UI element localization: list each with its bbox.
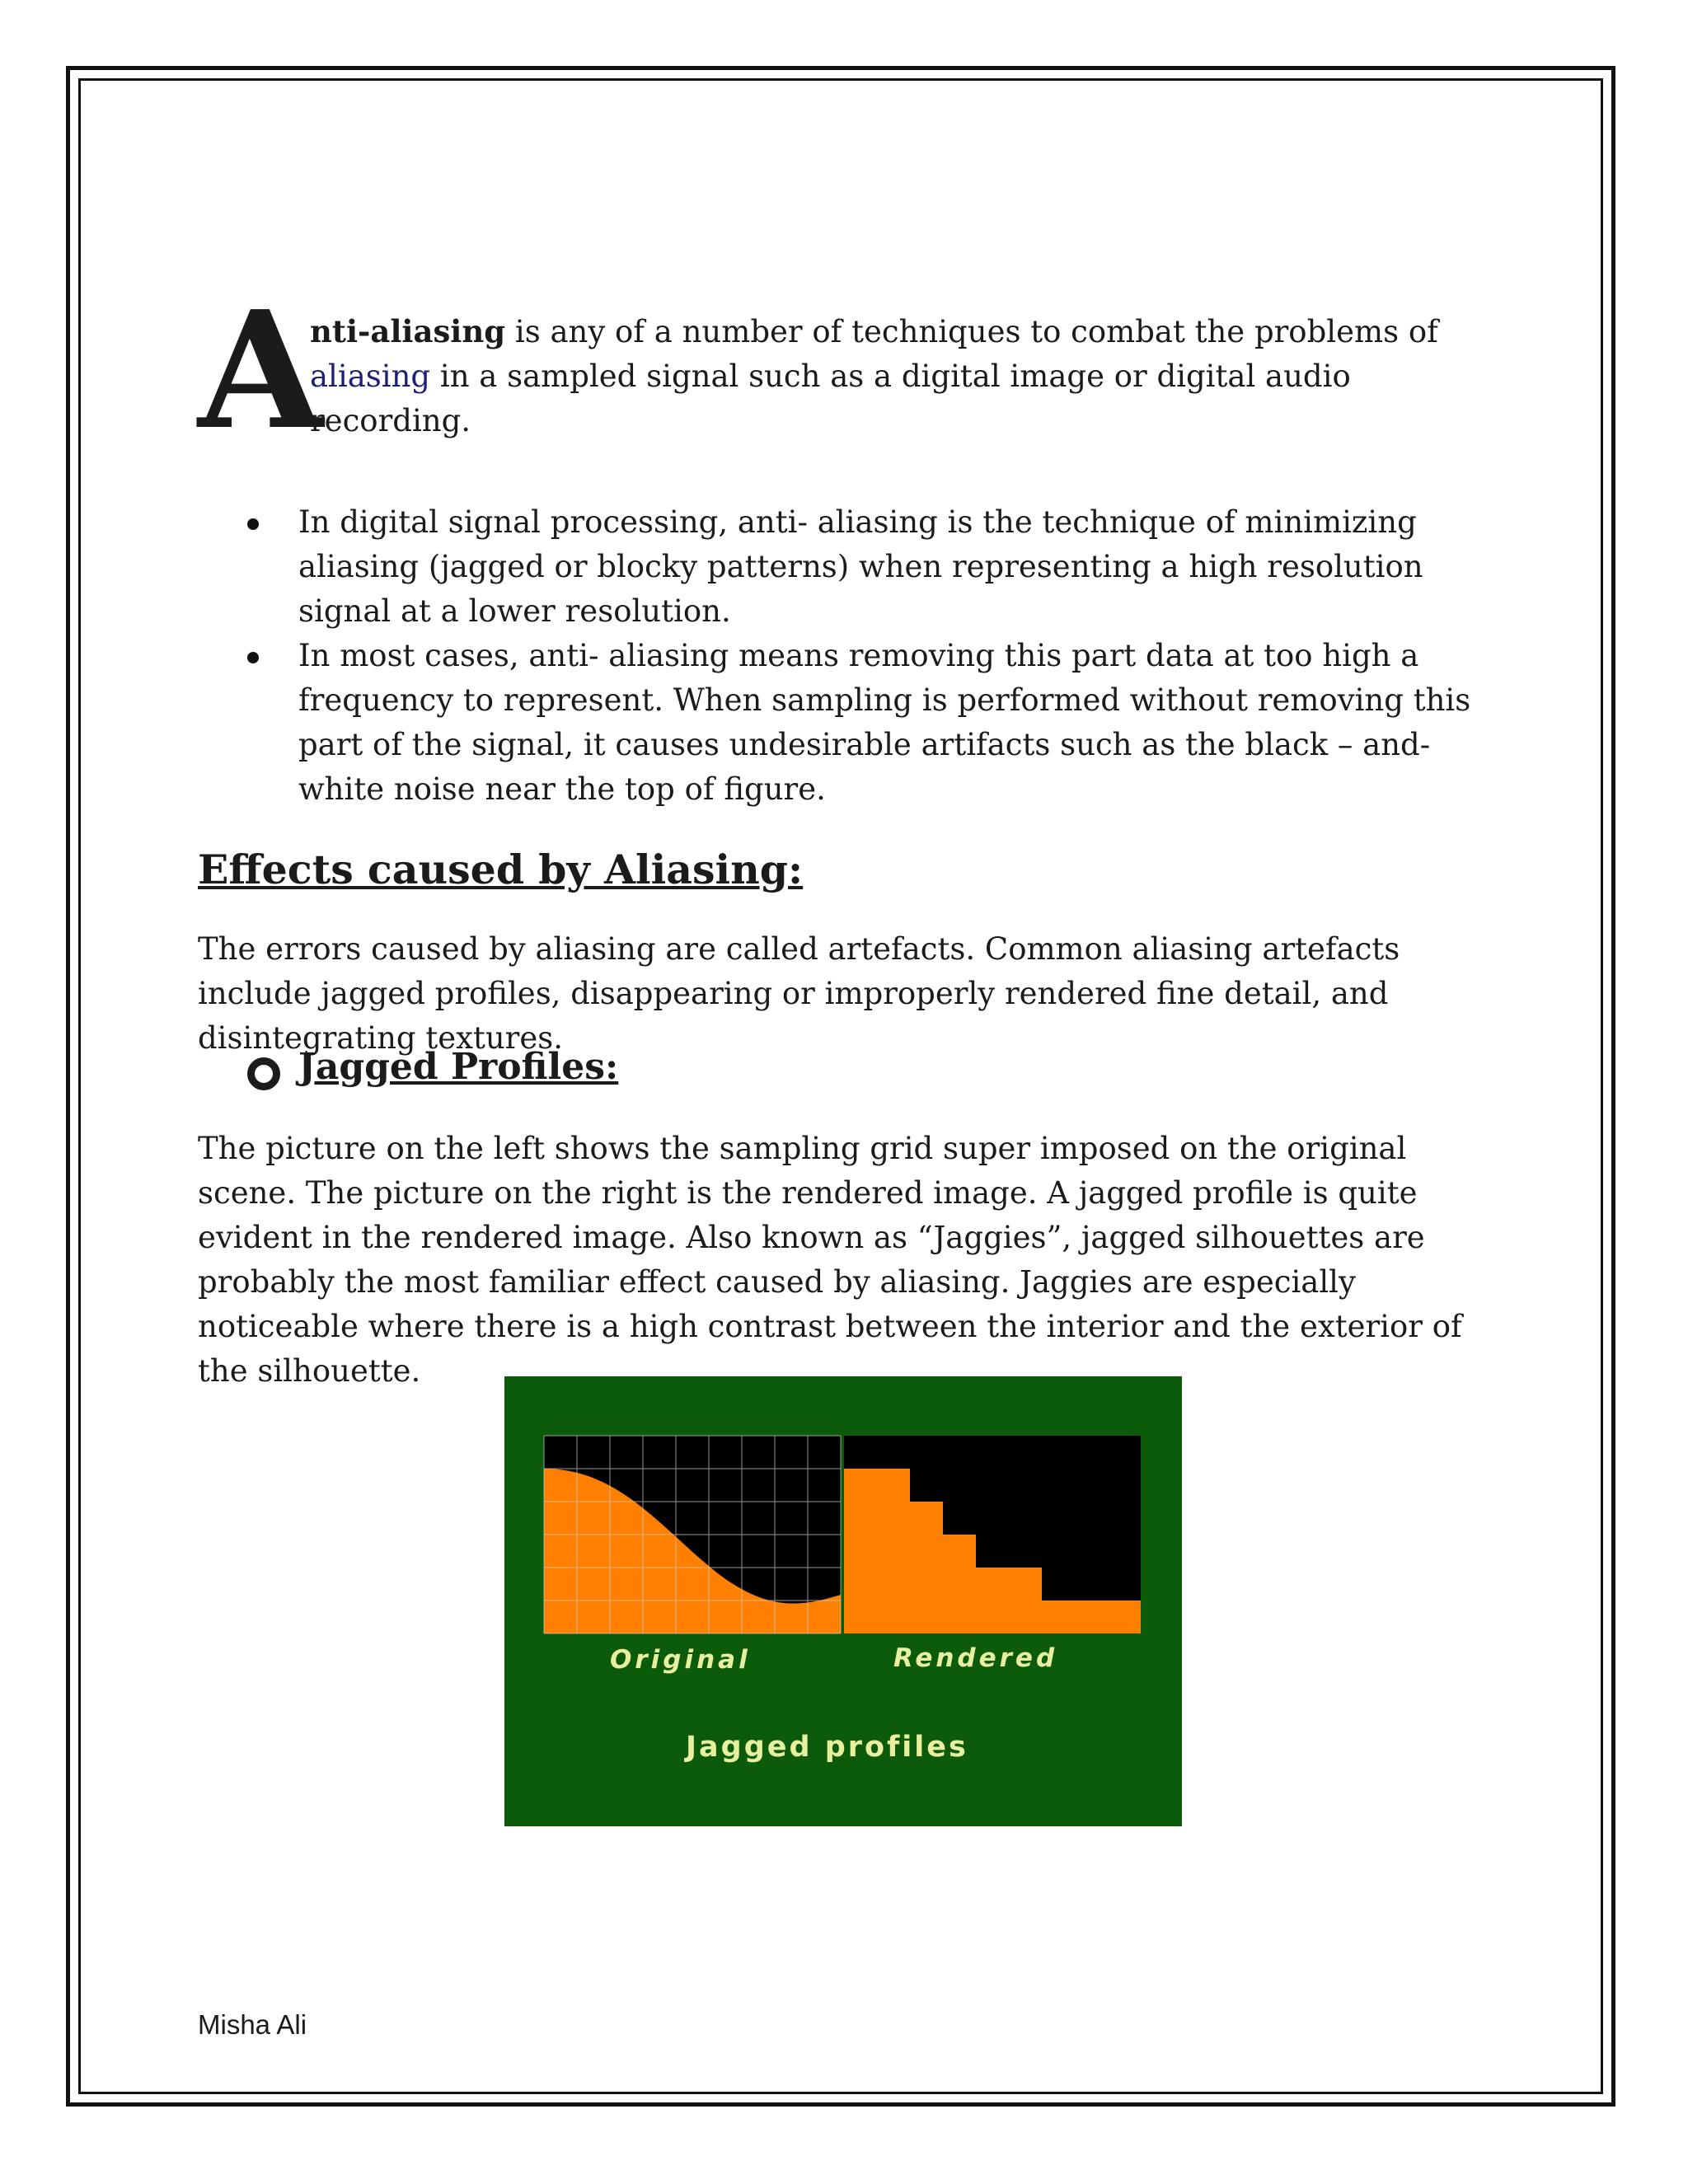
intro-paragraph [310, 309, 1497, 443]
jagged-profiles-figure [504, 1376, 1182, 1826]
subheading-jagged-text: Jagged Profiles: [298, 1046, 619, 1088]
bullet-text: In digital signal processing, anti- aliasing is the technique of minimizing aliasing (jagged or blocky patterns) when representing a high resolution signal at a lower resolution. [298, 504, 1423, 629]
rendered-panel [844, 1436, 1141, 1633]
section-paragraph-jagged: The picture on the left shows the sampling grid super imposed on the original scene. The picture on the right is the rendered image. A jagged profile is quite evident in the rendered image. Also known as “Jaggies”, jagged silhouettes are probably the most familiar effect caused by aliasing. Jaggies are especially noticeable where there is a high contrast between the interior and the exterior of the silhouette. [198, 1131, 1462, 1389]
drop-cap: A [198, 276, 324, 466]
intro-text-after-link: in a sampled signal such as a digital image or digital audio recording. [310, 359, 1351, 438]
original-panel [544, 1436, 841, 1633]
list-item [247, 500, 1500, 634]
figure-label-rendered: Rendered [893, 1643, 1058, 1673]
intro-term: nti-aliasing [310, 313, 506, 349]
section-paragraph-effects: The errors caused by aliasing are called artefacts. Common aliasing artefacts include jagged profiles, disappearing or improperly rendered fine detail, and disintegrating textures. [198, 931, 1400, 1056]
figure-label-original: Original [610, 1645, 751, 1675]
footer-author: Misha Ali [198, 2009, 307, 2040]
bullet-list [247, 500, 1500, 812]
bullet-text: In most cases, anti- aliasing means removing this part data at too high a frequency to represent. When sampling is performed without removing this part of the signal, it causes undesirable artifacts such as the black – and- white noise near the top of figure. [298, 638, 1471, 807]
bullet-icon [247, 652, 259, 663]
section-heading-effects: Effects caused by Aliasing: [198, 846, 804, 893]
figure-caption: Jagged profiles [686, 1731, 968, 1764]
ring-bullet-icon [247, 1057, 280, 1090]
list-item [247, 634, 1500, 812]
intro-text-before-link: is any of a number of techniques to combat the problems of [505, 314, 1438, 349]
bullet-icon [247, 518, 259, 530]
aliasing-link[interactable]: aliasing [310, 359, 431, 394]
